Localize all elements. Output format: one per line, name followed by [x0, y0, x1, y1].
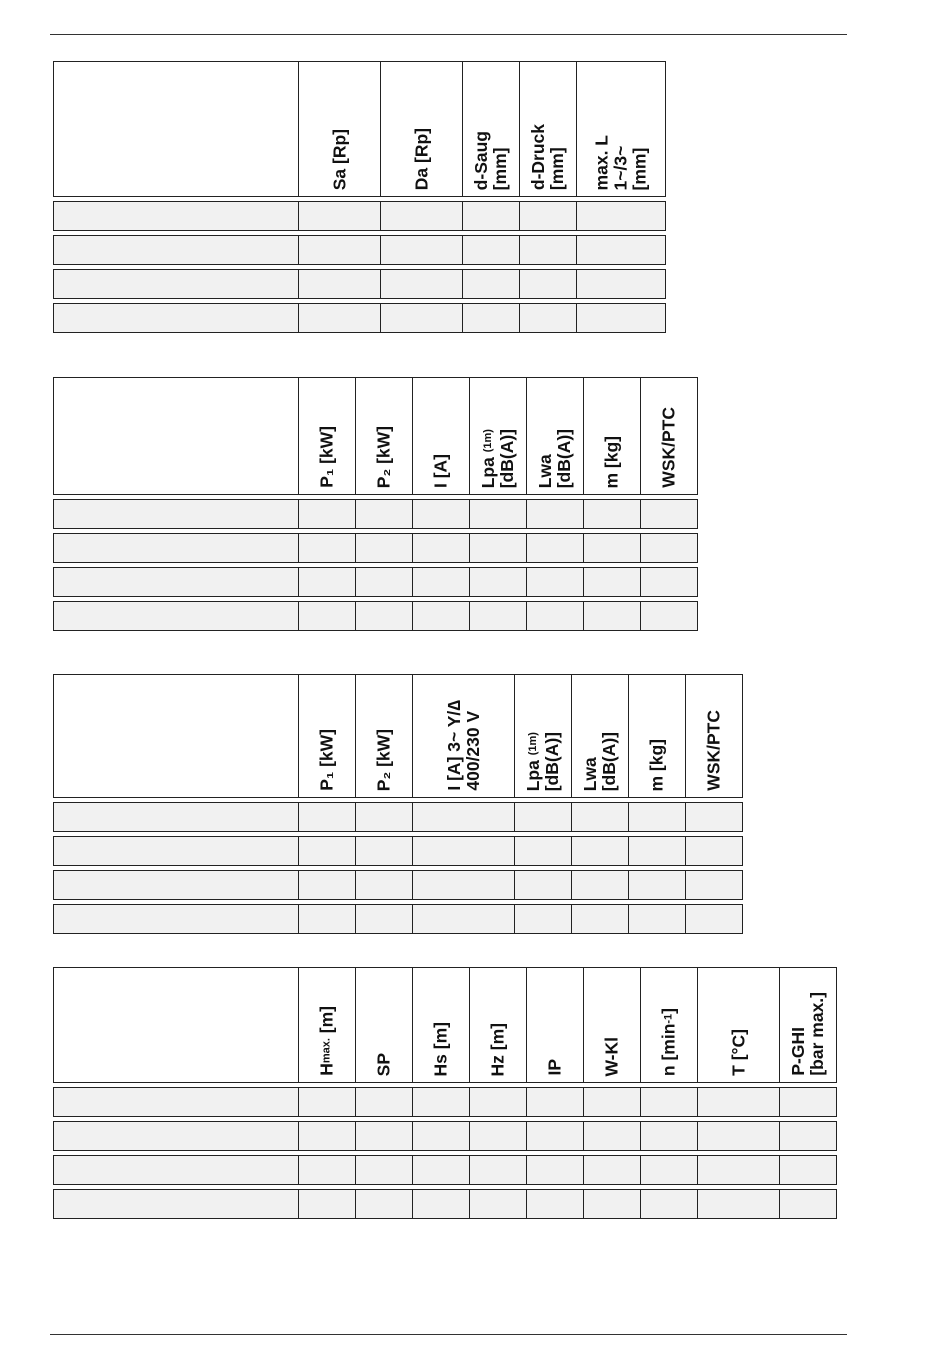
- header-hs: Hs [m]: [413, 967, 470, 1083]
- table-cell: [463, 235, 520, 265]
- table-cell: [470, 533, 527, 563]
- table-cell: [463, 269, 520, 299]
- header-max-l: max. L 1~/3~ [mm]: [577, 61, 666, 197]
- table-cell: [686, 802, 743, 832]
- table-cell: [413, 1189, 470, 1219]
- table-cell: [584, 1189, 641, 1219]
- header-p1: P₁ [kW]: [299, 674, 356, 798]
- table-cell: [299, 1121, 356, 1151]
- table-cell: [584, 533, 641, 563]
- header-hz: Hz [m]: [470, 967, 527, 1083]
- bottom-rule: [50, 1334, 847, 1335]
- header-mass: m [kg]: [584, 377, 641, 495]
- model-cell: [53, 904, 299, 934]
- table-cell: [577, 269, 666, 299]
- table-cell: [299, 533, 356, 563]
- header-p2: P₂ [kW]: [356, 674, 413, 798]
- table-cell: [641, 1087, 698, 1117]
- header-w-kl: W-Kl: [584, 967, 641, 1083]
- table-row: [53, 235, 666, 265]
- table-cell: [641, 1121, 698, 1151]
- header-lpa: Lpa (1m) [dB(A)]: [470, 377, 527, 495]
- model-header-cell: [53, 967, 299, 1083]
- table-row: [53, 870, 743, 900]
- top-rule: [50, 34, 847, 35]
- header-speed: n [min-1]: [641, 967, 698, 1083]
- model-cell: [53, 533, 299, 563]
- table-cell: [698, 1189, 780, 1219]
- table-cell: [698, 1155, 780, 1185]
- model-cell: [53, 201, 299, 231]
- table-cell: [299, 904, 356, 934]
- table-cell: [299, 567, 356, 597]
- table-cell: [299, 601, 356, 631]
- table-cell: [356, 601, 413, 631]
- table-cell: [780, 1189, 837, 1219]
- table-cell: [356, 904, 413, 934]
- table-cell: [780, 1087, 837, 1117]
- model-header-cell: [53, 377, 299, 495]
- table-cell: [413, 1121, 470, 1151]
- table-cell: [515, 836, 572, 866]
- table-cell: [356, 533, 413, 563]
- table-cell: [356, 1189, 413, 1219]
- table-cell: [356, 802, 413, 832]
- table-row: [53, 802, 743, 832]
- header-row: [53, 377, 698, 495]
- model-cell: [53, 303, 299, 333]
- table-cell: [584, 601, 641, 631]
- header-sp: SP: [356, 967, 413, 1083]
- model-cell: [53, 870, 299, 900]
- table-cell: [413, 567, 470, 597]
- table-cell: [413, 499, 470, 529]
- table-cell: [520, 269, 577, 299]
- table-cell: [299, 836, 356, 866]
- table-cell: [520, 235, 577, 265]
- hydraulic-data-table: [53, 967, 837, 1219]
- table-row: [53, 533, 698, 563]
- table-row: [53, 303, 666, 333]
- pipe-dimensions-table: [53, 61, 666, 333]
- table-cell: [463, 303, 520, 333]
- table-cell: [629, 904, 686, 934]
- table-row: [53, 567, 698, 597]
- table-row: [53, 904, 743, 934]
- table-cell: [572, 802, 629, 832]
- table-cell: [520, 303, 577, 333]
- table-cell: [470, 1155, 527, 1185]
- table-cell: [572, 870, 629, 900]
- table-cell: [577, 303, 666, 333]
- table-cell: [520, 201, 577, 231]
- table-cell: [413, 904, 515, 934]
- table-cell: [641, 601, 698, 631]
- table-cell: [584, 499, 641, 529]
- table-cell: [470, 1189, 527, 1219]
- table-cell: [299, 1155, 356, 1185]
- table-cell: [641, 533, 698, 563]
- table-cell: [780, 1121, 837, 1151]
- header-p1: P₁ [kW]: [299, 377, 356, 495]
- header-h-max: Hmax. [m]: [299, 967, 356, 1083]
- table-cell: [527, 601, 584, 631]
- table-cell: [413, 836, 515, 866]
- table-cell: [299, 303, 381, 333]
- header-ip: IP: [527, 967, 584, 1083]
- table-cell: [356, 499, 413, 529]
- header-d-druck: d-Druck [mm]: [520, 61, 577, 197]
- table-cell: [356, 1121, 413, 1151]
- table-row: [53, 1087, 837, 1117]
- table-row: [53, 1121, 837, 1151]
- table-cell: [629, 836, 686, 866]
- table-cell: [381, 235, 463, 265]
- table-cell: [572, 904, 629, 934]
- table-row: [53, 1155, 837, 1185]
- table-cell: [356, 836, 413, 866]
- model-cell: [53, 269, 299, 299]
- table-cell: [527, 567, 584, 597]
- model-cell: [53, 235, 299, 265]
- header-lwa: Lwa [dB(A)]: [572, 674, 629, 798]
- motor-data-table: [53, 377, 698, 631]
- header-lpa: Lpa (1m) [dB(A)]: [515, 674, 572, 798]
- table-cell: [629, 870, 686, 900]
- table-row: [53, 836, 743, 866]
- table-cell: [413, 802, 515, 832]
- header-wsk-ptc: WSK/PTC: [641, 377, 698, 495]
- header-p2: P₂ [kW]: [356, 377, 413, 495]
- table-cell: [470, 567, 527, 597]
- table-cell: [299, 269, 381, 299]
- table-row: [53, 1189, 837, 1219]
- table-cell: [470, 1121, 527, 1151]
- table-cell: [577, 201, 666, 231]
- model-header-cell: [53, 61, 299, 197]
- table-row: [53, 601, 698, 631]
- table-cell: [470, 499, 527, 529]
- table-cell: [299, 1189, 356, 1219]
- model-cell: [53, 836, 299, 866]
- table-cell: [381, 201, 463, 231]
- table-cell: [780, 1155, 837, 1185]
- model-cell: [53, 601, 299, 631]
- table-cell: [356, 1155, 413, 1185]
- header-row: [53, 674, 743, 798]
- header-row: [53, 967, 837, 1083]
- table-row: [53, 269, 666, 299]
- model-cell: [53, 1155, 299, 1185]
- table-cell: [515, 802, 572, 832]
- table-cell: [356, 567, 413, 597]
- table-cell: [463, 201, 520, 231]
- table-cell: [686, 870, 743, 900]
- table-cell: [299, 201, 381, 231]
- table-cell: [413, 1155, 470, 1185]
- model-cell: [53, 1121, 299, 1151]
- header-current: I [A]: [413, 377, 470, 495]
- table-cell: [413, 533, 470, 563]
- table-cell: [470, 601, 527, 631]
- model-cell: [53, 1189, 299, 1219]
- table-cell: [641, 1155, 698, 1185]
- table-cell: [299, 235, 381, 265]
- table-cell: [698, 1087, 780, 1117]
- table-row: [53, 201, 666, 231]
- header-da: Da [Rp]: [381, 61, 463, 197]
- table-cell: [299, 870, 356, 900]
- header-d-saug: d-Saug [mm]: [463, 61, 520, 197]
- table-cell: [381, 269, 463, 299]
- header-current-3phase: I [A] 3~ Y/∆ 400/230 V: [413, 674, 515, 798]
- table-cell: [641, 567, 698, 597]
- table-cell: [527, 1087, 584, 1117]
- table-cell: [584, 1155, 641, 1185]
- table-cell: [470, 1087, 527, 1117]
- header-mass: m [kg]: [629, 674, 686, 798]
- table-row: [53, 499, 698, 529]
- table-cell: [527, 1189, 584, 1219]
- table-cell: [527, 499, 584, 529]
- model-cell: [53, 499, 299, 529]
- table-cell: [413, 601, 470, 631]
- table-cell: [413, 870, 515, 900]
- table-cell: [584, 1087, 641, 1117]
- header-sa: Sa [Rp]: [299, 61, 381, 197]
- table-cell: [641, 499, 698, 529]
- table-cell: [413, 1087, 470, 1117]
- table-cell: [299, 499, 356, 529]
- table-cell: [686, 836, 743, 866]
- model-cell: [53, 567, 299, 597]
- table-cell: [584, 567, 641, 597]
- header-p-ghi: P-GHI [bar max.]: [780, 967, 837, 1083]
- table-cell: [629, 802, 686, 832]
- model-cell: [53, 802, 299, 832]
- header-temperature: T [°C]: [698, 967, 780, 1083]
- table-cell: [698, 1121, 780, 1151]
- header-row: [53, 61, 666, 197]
- table-cell: [299, 802, 356, 832]
- table-cell: [356, 870, 413, 900]
- table-cell: [356, 1087, 413, 1117]
- table-cell: [572, 836, 629, 866]
- table-cell: [299, 1087, 356, 1117]
- table-cell: [527, 533, 584, 563]
- header-lwa: Lwa [dB(A)]: [527, 377, 584, 495]
- table-cell: [584, 1121, 641, 1151]
- header-wsk-ptc: WSK/PTC: [686, 674, 743, 798]
- table-cell: [515, 870, 572, 900]
- model-cell: [53, 1087, 299, 1117]
- motor-data-3phase-table: [53, 674, 743, 934]
- model-header-cell: [53, 674, 299, 798]
- table-cell: [381, 303, 463, 333]
- table-cell: [527, 1155, 584, 1185]
- table-cell: [527, 1121, 584, 1151]
- table-cell: [515, 904, 572, 934]
- table-cell: [641, 1189, 698, 1219]
- table-cell: [577, 235, 666, 265]
- table-cell: [686, 904, 743, 934]
